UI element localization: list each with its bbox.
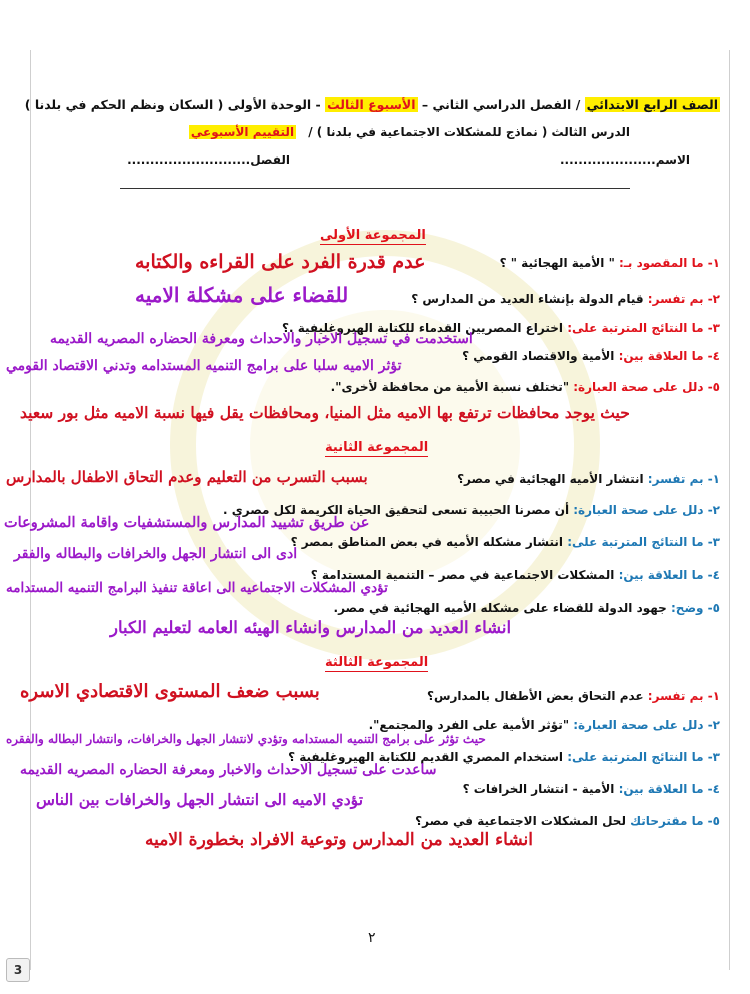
group2-a5: انشاء العديد من المدارس وانشاء الهيئه العامه لتعليم الكبار (110, 618, 512, 637)
q-label: ٢- دلل على صحة العبارة: (569, 718, 720, 732)
group2-a3: ادى الى انتشار الجهل والخرافات والبطاله والفقر (14, 546, 298, 562)
q-text: المشكلات الاجتماعية في مصر – التنمية المستدامة ؟ (310, 568, 615, 582)
group1-a2: للقضاء على مشكلة الاميه (135, 283, 349, 307)
group2-a4: تؤدي المشكلات الاجتماعيه الى اعاقة تنفيذ البرامج التنميه المستدامه (6, 580, 388, 596)
q-label: ٢- بم تفسر: (643, 292, 720, 306)
q-label: ٤- ما العلاقة بين: (614, 568, 720, 582)
header-line-2 (189, 125, 630, 139)
group2-a2: عن طريق تشييد المدارس والمستشفيات واقامة المشروعات (4, 514, 370, 531)
group1-a1: عدم قدرة الفرد على القراءه والكتابه (135, 251, 426, 273)
group3-q1 (427, 689, 720, 703)
q-text: استخدام المصري القديم للكتابة الهيروغليفية ؟ (288, 750, 564, 764)
q-text: انتشار الأميه الهجائية في مصر؟ (457, 472, 644, 486)
group1-q1 (500, 256, 720, 270)
group3-q5 (415, 814, 720, 828)
group3-title: المجموعة الثالثة (325, 655, 429, 670)
assessment-label: التقييم الأسبوعي (190, 125, 295, 139)
q-label: ١- ما المقصود بـ: (614, 256, 720, 270)
semester-label: / الفصل الدراسي الثاني – (417, 97, 585, 112)
q-text: "تؤثر الأمية على الفرد والمجتمع". (368, 718, 570, 732)
group1-q4 (462, 349, 720, 363)
viewer-page-indicator[interactable]: 3 (6, 958, 30, 982)
week-label: الأسبوع الثالث (327, 97, 416, 112)
q-label: ٥- دلل على صحة العبارة: (569, 380, 720, 394)
q-text: انتشار مشكله الأميه في بعض المناطق بمصر ؟ (290, 535, 564, 549)
name-field: الاسم..................... (560, 153, 690, 167)
q-text: لحل المشكلات الاجتماعية في مصر؟ (415, 814, 626, 828)
grade-label: الصف الرابع الابتدائي (586, 97, 718, 112)
group3-a1: بسبب ضعف المستوى الاقتصادي الاسره (20, 681, 320, 702)
group2-q5 (334, 601, 720, 615)
group3-a3: ساعدت على تسجيل الاحداث والاخبار ومعرفة الحضاره المصريه القديمه (20, 762, 437, 778)
header-line-1 (25, 97, 720, 112)
q-text: أن مصرنا الحبيبة تسعى لتحقيق الحياة الكريمة لكل مصري . (223, 503, 570, 517)
group3-a4: تؤدي الاميه الى انتشار الجهل والخرافات بين الناس (36, 790, 364, 809)
group2-a1: بسبب التسرب من التعليم وعدم التحاق الاطفال بالمدارس (6, 468, 368, 486)
q-label: ٣- ما النتائج المترتبة على: (563, 321, 720, 335)
q-text: الأمية والاقتصاد القومي ؟ (462, 349, 615, 363)
q-label: ٤- ما العلاقة بين: (614, 782, 720, 796)
q-label: ١- بم تفسر: (643, 472, 720, 486)
q-text: اختراع المصريين القدماء للكتابة الهيروغليفية .؟ (282, 321, 564, 335)
q-label: ١- بم تفسر: (643, 689, 720, 703)
q-text: "تختلف نسبة الأمية من محافظة لأخرى". (330, 380, 570, 394)
group3-a5: انشاء العديد من المدارس وتوعية الافراد بخطورة الاميه (145, 830, 533, 850)
q-text: عدم التحاق بعض الأطفال بالمدارس؟ (426, 689, 644, 703)
q-text: قيام الدولة بإنشاء العديد من المدارس ؟ (411, 292, 644, 306)
group1-q5 (331, 380, 720, 394)
q-label: ٣- ما النتائج المترتبة على: (563, 750, 720, 764)
group3-a2: حيث تؤثر على برامج التنميه المستدامه وتؤدي لانتشار الجهل والخرافات، وانتشار البطاله والفقره (6, 732, 486, 746)
group3-q2 (369, 718, 720, 732)
q-label: ٢- دلل على صحة العبارة: (569, 503, 720, 517)
q-label: ٣- ما النتائج المترتبة على: (563, 535, 720, 549)
q-label: ٥- ما مقترحاتك (625, 814, 720, 828)
unit-label: - الوحدة الأولى ( السكان ونظم الحكم في بلدنا ) (24, 97, 326, 112)
group1-a5: حيث يوجد محافظات ترتفع بها الاميه مثل المنيا، ومحافظات يقل فيها نسبة الاميه مثل بور سعيد (20, 403, 630, 422)
page-number: ٢ (368, 930, 376, 946)
group1-a4: تؤثر الاميه سلبا على برامج التنميه المستدامه وتدني الاقتصاد القومي (6, 358, 402, 374)
header-divider (120, 188, 630, 189)
group2-title: المجموعة الثانية (325, 440, 429, 455)
q-text: الأمية - انتشار الخرافات ؟ (462, 782, 615, 796)
q-label: ٤- ما العلاقة بين: (614, 349, 720, 363)
group2-q3 (291, 535, 720, 549)
lesson-label: الدرس الثالث ( نماذج للمشكلات الاجتماعية في بلدنا ) / (308, 125, 630, 139)
group1-title: المجموعة الأولى (320, 228, 426, 243)
group1-a3: استخدمت في تسجيل الاخبار والاحداث ومعرفة الحضاره المصريه القديمه (50, 331, 473, 347)
q-label: ٥- وضح: (666, 601, 720, 615)
group1-q2 (411, 292, 720, 306)
class-field: الفصل........................... (127, 153, 290, 167)
q-text: " الأمية الهجائية " ؟ (499, 256, 615, 270)
q-text: جهود الدولة للقضاء على مشكله الأميه الهجائية في مصر. (333, 601, 667, 615)
group2-q1 (457, 472, 720, 486)
group3-q4 (463, 782, 720, 796)
